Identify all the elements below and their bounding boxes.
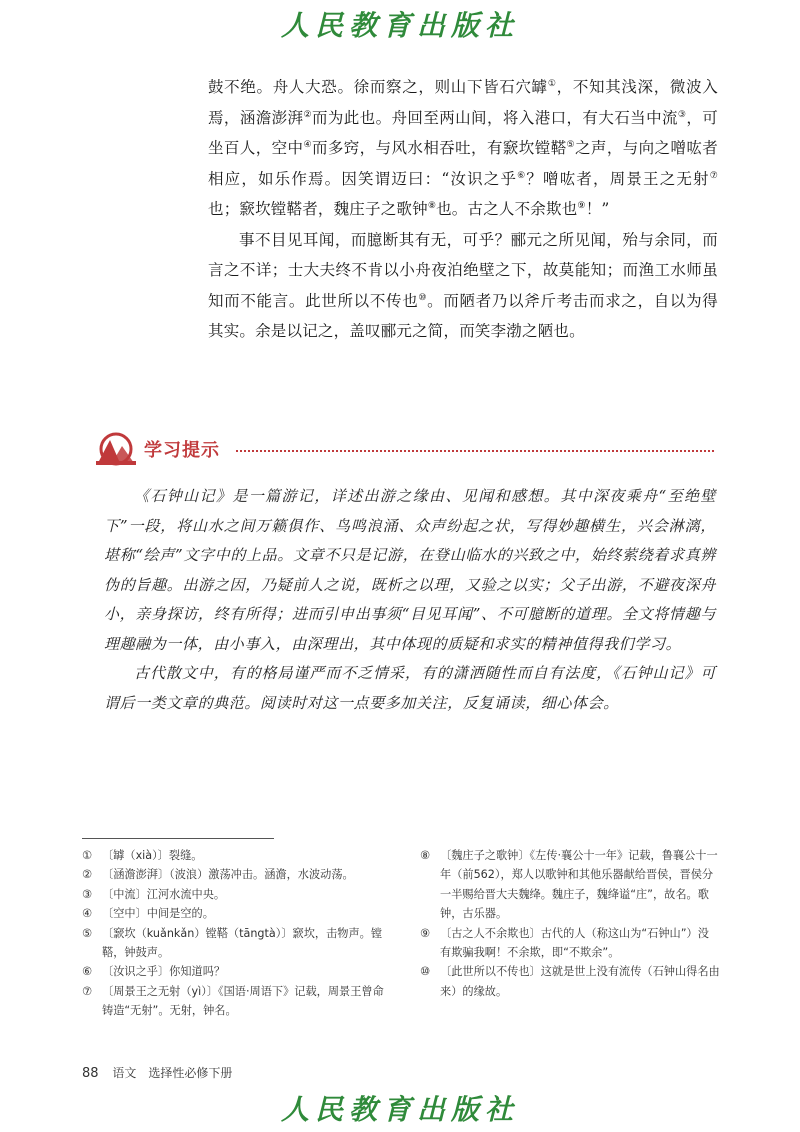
study-tips-body [104, 482, 716, 718]
text-run: 也；窾坎镗鞳者，魏庄子之歌钟 [208, 200, 428, 218]
text-run: 而为此也。舟回至两山间，将入港口，有大石当中流 [311, 108, 678, 127]
footnote [82, 982, 394, 1021]
footnote-text: 〔窾坎（kuǎnkǎn）镗鞳（tāngtà）〕窾坎，击物声。镗鞳，钟鼓声。 [102, 926, 383, 960]
footnote-marker[interactable]: ⑥ [517, 170, 527, 181]
footnote [82, 846, 394, 865]
tips-paragraph-2: 古代散文中，有的格局谨严而不乏情采，有的潇洒随性而自有法度，《石钟山记》可谓后一类文章的典范。阅读时对这一点要多加关注，反复诵读，细心体会。 [104, 664, 716, 712]
publisher-logo-top: 人民教育出版社 [280, 9, 519, 42]
footnote-text: 〔中流〕江河水流中央。 [102, 887, 226, 901]
footnote [82, 904, 394, 923]
footnote [82, 865, 394, 884]
dotted-divider [236, 450, 714, 452]
footnote [82, 924, 394, 963]
footnotes-right-column [420, 846, 720, 1001]
footnote-marker[interactable]: ⑩ [418, 292, 428, 303]
footnote-number: ① [82, 849, 93, 862]
main-paragraph-1 [208, 72, 718, 225]
text-run: 也。古之人不余欺也 [436, 200, 578, 218]
text-run: ，不知其浅深，微波入焉，涵澹澎湃 [208, 78, 718, 127]
footnote-text: 〔汝识之乎〕你知道吗？ [102, 965, 226, 979]
footnote-marker[interactable]: ⑤ [566, 139, 575, 150]
footnote-number: ⑧ [420, 849, 431, 862]
main-paragraph-2 [208, 225, 718, 347]
text-run: ！” [585, 200, 610, 218]
footnote-rule [82, 838, 274, 839]
tips-paragraph-1: 《石钟山记》是一篇游记，详述出游之缘由、见闻和感想。其中深夜乘舟“至绝壁下”一段，将山水之间万籁俱作、鸟鸣浪涌、众声纷起之状，写得妙趣横生，兴会淋漓，堪称“绘声”文字中的上品。文章不只是记游，在登山临水的兴致之中，始终萦绕着求真辨伪的旨趣。出游之因，乃疑前人之说，既析之以理，又验之以实；父子出游，不避夜深舟小，亲身探访，终有所得；进而引申出事须“目见耳闻”、不可臆断的道理。全文将情趣与理趣融为一体，由小事入，由深理出，其中体现的质疑和求实的精神值得我们学习。 [104, 487, 716, 653]
footnote-marker[interactable]: ⑨ [577, 200, 586, 211]
page-folio [82, 1064, 232, 1081]
footnote-marker[interactable]: ② [303, 109, 312, 120]
footnote [82, 962, 394, 981]
text-run: 而多窍，与风水相吞吐，有窾坎镗鞳 [311, 139, 567, 157]
footnote-number: ⑦ [82, 984, 93, 998]
footnote-text: 〔魏庄子之歌钟〕《左传·襄公十一年》记载，鲁襄公十一年（前562），郑人以歌钟和其他乐器献给晋侯，晋侯分一半赐给晋大夫魏绛。魏庄子，魏绛谥“庄”，故名。歌钟，古乐器。 [440, 849, 718, 921]
text-run: 鼓不绝。舟人大恐。徐而察之，则山下皆石穴罅 [208, 78, 548, 96]
main-text [208, 72, 718, 347]
text-run: 。而陋者乃以斧斤考击而求之，自以为得其实。余是以记之，盖叹郦元之简，而笑李渤之陋也。 [208, 291, 718, 340]
footnotes-left-column [82, 846, 394, 1021]
footnote-number: ② [82, 868, 93, 882]
footnote-number: ⑥ [82, 965, 93, 979]
footnote-marker[interactable]: ⑧ [427, 200, 437, 211]
book-title: 语文 选择性必修下册 [112, 1066, 233, 1080]
text-run: 之声，与向之噌吰者相应，如乐作焉。因笑谓迈曰：“汝识之乎 [208, 139, 718, 188]
footnote-number: ⑤ [82, 926, 93, 940]
footnote-text: 〔罅（xià）〕裂缝。 [102, 849, 203, 862]
footnote-marker[interactable]: ④ [303, 139, 312, 150]
text-run: 事不目见耳闻，而臆断其有无，可乎？郦元之所见闻，殆与余同，而言之不详；士大夫终不肯以小舟夜泊绝壁之下，故莫能知；而渔工水师虽知而不能言。此世所以不传也 [208, 230, 718, 310]
text-run: ？噌吰者，周景王之无射 [526, 169, 710, 188]
footnote-text: 〔空中〕中间是空的。 [102, 907, 214, 921]
footnote-marker[interactable]: ⑦ [709, 170, 719, 181]
study-tips-icon [94, 432, 138, 466]
footnote-text: 〔此世所以不传也〕这就是世上没有流传（石钟山得名由来）的缘故。 [440, 965, 720, 998]
study-tips-header [94, 430, 714, 470]
page-number: 88 [82, 1066, 99, 1081]
footnote-number: ④ [82, 907, 93, 921]
footnote [420, 962, 720, 1001]
publisher-logo-bottom: 人民教育出版社 [280, 1093, 519, 1126]
footnote-text: 〔周景王之无射（yì）〕《国语·周语下》记载，周景王曾命铸造“无射”。无射，钟名。 [102, 984, 384, 1018]
footnote-text: 〔涵澹澎湃〕（波浪）激荡冲击。涵澹，水波动荡。 [102, 868, 354, 882]
text-run: ，可坐百人，空中 [208, 108, 718, 157]
footnote [420, 924, 720, 963]
footnote-marker[interactable]: ③ [677, 109, 687, 120]
footnote [420, 846, 720, 924]
footnote-number: ⑩ [420, 965, 431, 979]
footnote-text: 〔古之人不余欺也〕古代的人（称这山为“石钟山”）没有欺骗我啊！不余欺，即“不欺余”。 [440, 926, 709, 960]
footnote-number: ③ [82, 887, 93, 901]
footnote-marker[interactable]: ① [547, 78, 557, 89]
footnote [82, 885, 394, 904]
footnote-number: ⑨ [420, 926, 431, 940]
study-tips-title: 学习提示 [144, 440, 220, 461]
